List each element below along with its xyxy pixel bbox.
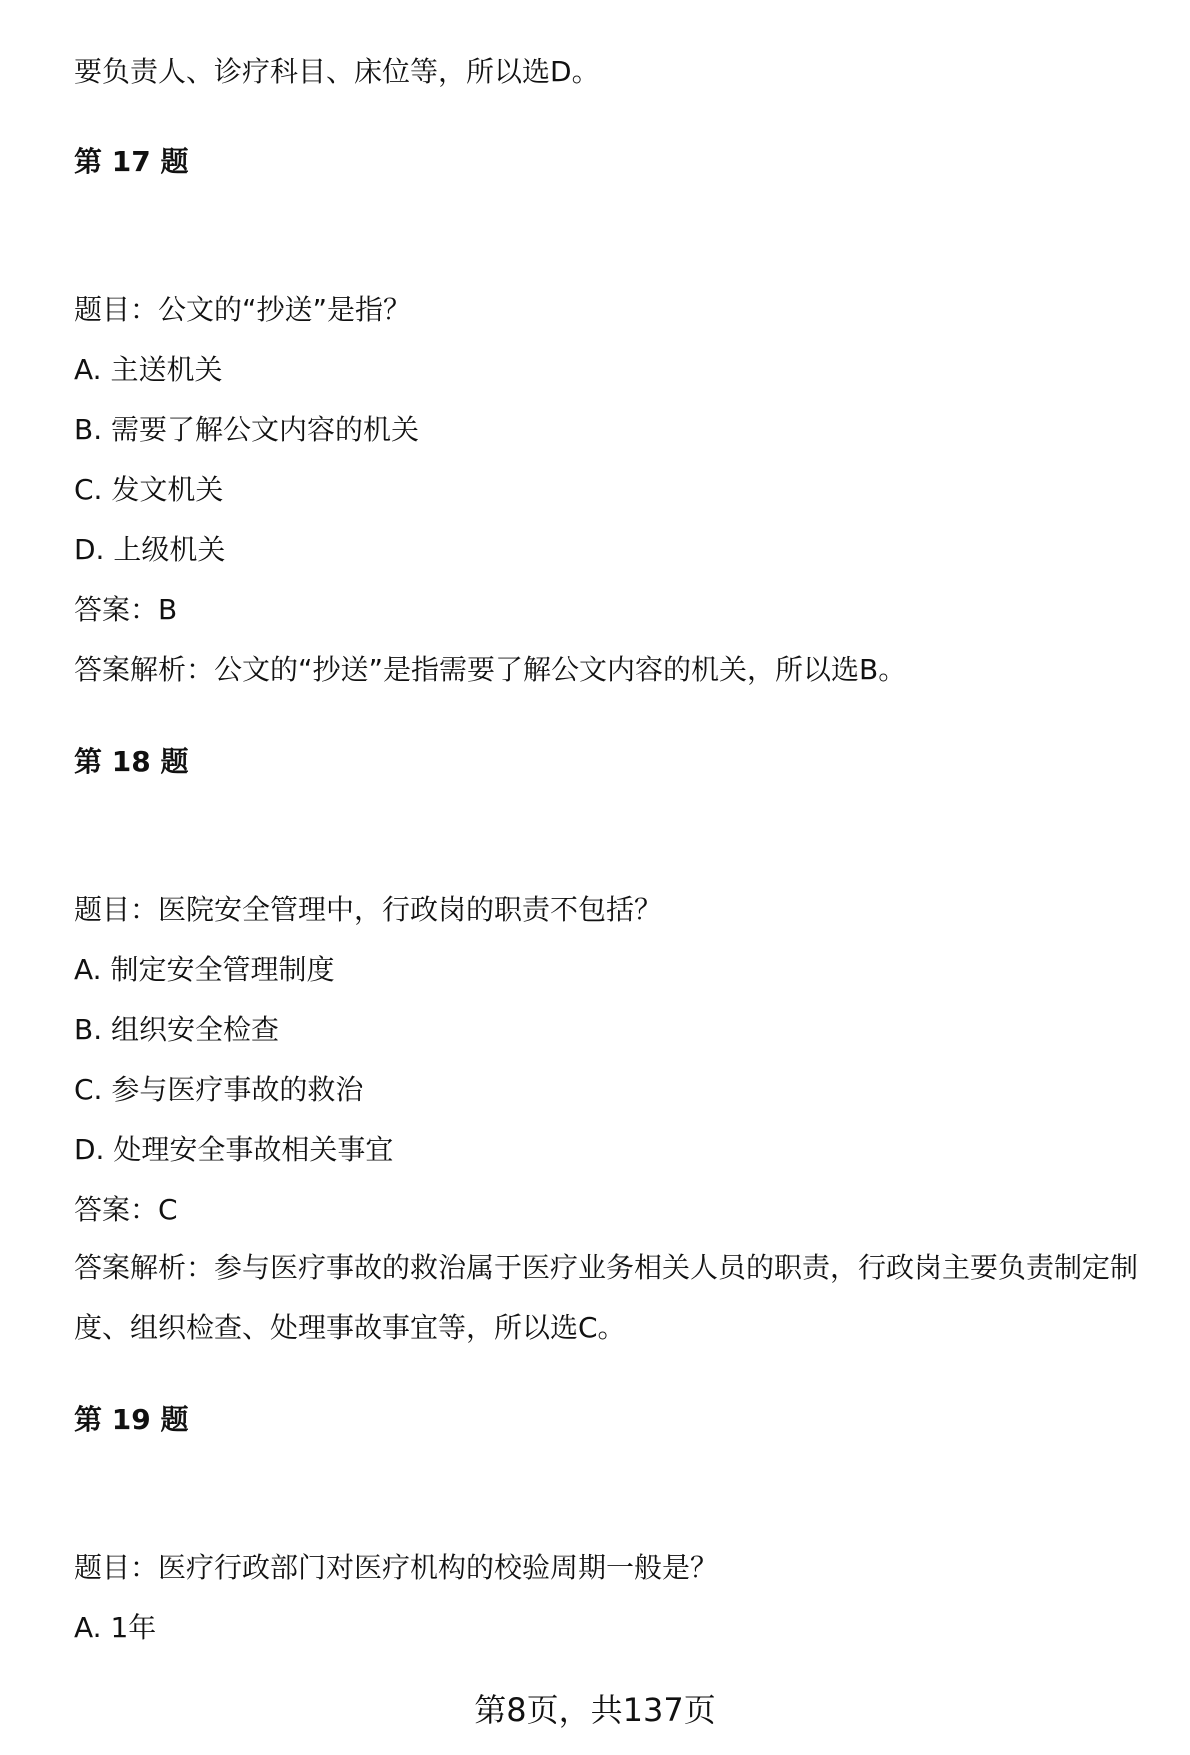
question-19-option-a: A. 1年 (74, 1611, 157, 1644)
question-18-option-d: D. 处理安全事故相关事宜 (74, 1133, 394, 1166)
question-17-option-b: B. 需要了解公文内容的机关 (74, 413, 420, 446)
question-18-answer: 答案：C (74, 1193, 178, 1226)
question-19-heading: 第 19 题 (74, 1403, 189, 1436)
document-page (74, 0, 1174, 1755)
question-17-heading: 第 17 题 (74, 145, 189, 178)
question-17-option-c: C. 发文机关 (74, 473, 224, 506)
question-18-explanation: 答案解析：参与医疗事故的救治属于医疗业务相关人员的职责，行政岗主要负责制定制度、组织检查、处理事故事宜等，所以选C。 (74, 1251, 1139, 1344)
question-17-text: 题目：公文的“抄送”是指？ (74, 293, 412, 326)
question-18-option-b: B. 组织安全检查 (74, 1013, 280, 1046)
question-17-option-a: A. 主送机关 (74, 353, 223, 386)
question-18-option-c: C. 参与医疗事故的救治 (74, 1073, 364, 1106)
question-17-option-d: D. 上级机关 (74, 533, 226, 566)
question-19-text: 题目：医疗行政部门对医疗机构的校验周期一般是？ (74, 1551, 719, 1584)
carryover-text: 要负责人、诊疗科目、床位等，所以选D。 (74, 55, 600, 88)
question-18-option-a: A. 制定安全管理制度 (74, 953, 335, 986)
question-17-explanation: 答案解析：公文的“抄送”是指需要了解公文内容的机关，所以选B。 (74, 653, 907, 686)
question-18-heading: 第 18 题 (74, 745, 189, 778)
question-17-answer: 答案：B (74, 593, 178, 626)
page-number-footer: 第8页，共137页 (474, 1691, 716, 1729)
question-18-text: 题目：医院安全管理中，行政岗的职责不包括？ (74, 893, 663, 926)
